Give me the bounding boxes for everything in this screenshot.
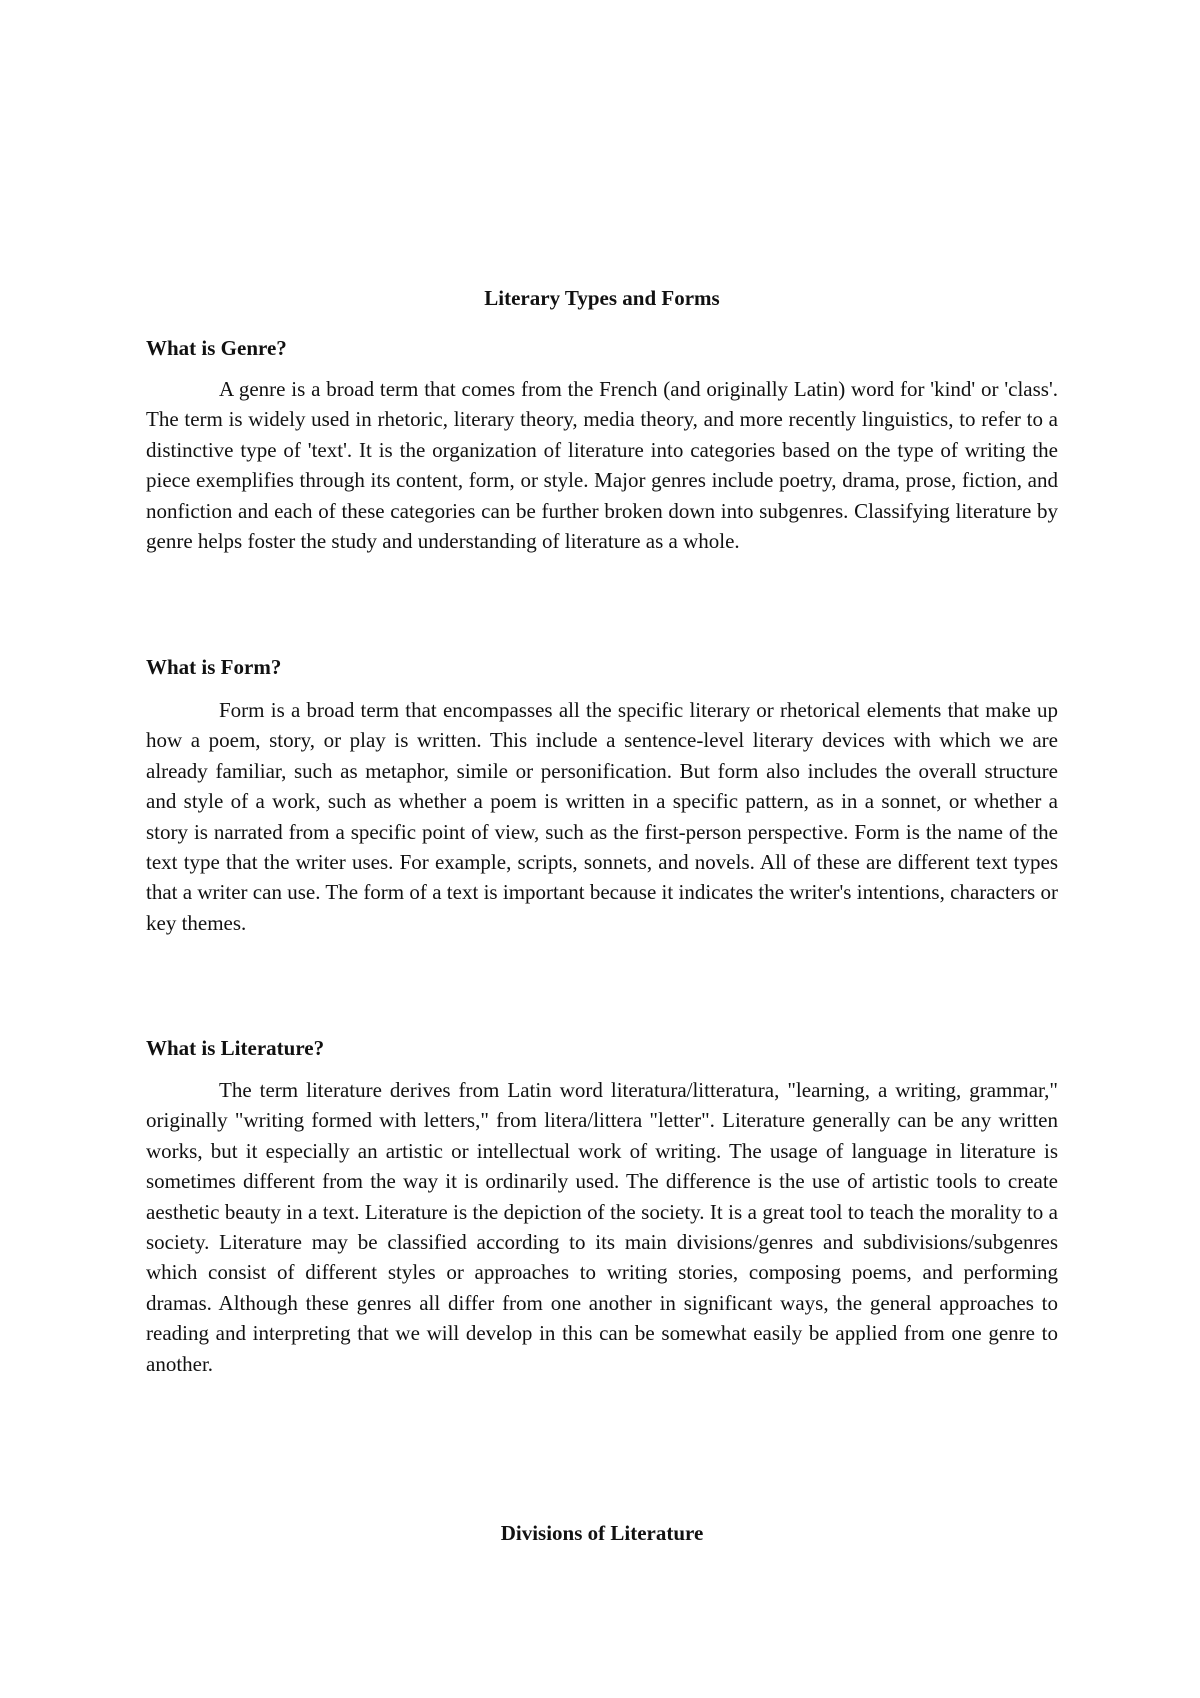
section-heading-literature: What is Literature? (146, 1036, 325, 1060)
divisions-heading: Divisions of Literature (500, 1521, 704, 1545)
section-body-literature: The term literature derives from Latin word literatura/litteratura, "learning, a writing, grammar," originally "writing formed with letters," from litera/littera "letter". Literature generally can be any written works, but it especially an artistic or intellectual work of writing. The usage of language in literature is sometimes different from the way it is ordinarily used. The difference is the use of artistic tools to create aesthetic beauty in a text. Literature is the depiction of the society. It is a great tool to teach the morality to a society. Literature may be classified according to its main divisions/genres and subdivisions/subgenres which consist of different styles or approaches to writing stories, composing poems, and performing dramas. Although these genres all differ from one another in significant ways, the general approaches to reading and interpreting that we will develop in this can be somewhat easily be applied from one genre to another. (146, 1078, 1058, 1376)
document-page (146, 0, 1058, 1698)
document-title: Literary Types and Forms (484, 286, 720, 310)
section-heading-form: What is Form? (146, 655, 282, 679)
section-heading-genre: What is Genre? (146, 336, 287, 360)
section-body-form: Form is a broad term that encompasses all the specific literary or rhetorical elements that make up how a poem, story, or play is written. This include a sentence-level literary devices with which we are already familiar, such as metaphor, simile or personification. But form also includes the overall structure and style of a work, such as whether a poem is written in a specific pattern, as in a sonnet, or whether a story is narrated from a specific point of view, such as the first-person perspective. Form is the name of the text type that the writer uses. For example, scripts, sonnets, and novels. All of these are different text types that a writer can use. The form of a text is important because it indicates the writer's intentions, characters or key themes. (146, 698, 1058, 935)
section-body-genre: A genre is a broad term that comes from the French (and originally Latin) word for 'kind' or 'class'. The term is widely used in rhetoric, literary theory, media theory, and more recently linguistics, to refer to a distinctive type of 'text'. It is the organization of literature into categories based on the type of writing the piece exemplifies through its content, form, or style. Major genres include poetry, drama, prose, fiction, and nonfiction and each of these categories can be further broken down into subgenres. Classifying literature by genre helps foster the study and understanding of literature as a whole. (146, 377, 1058, 554)
